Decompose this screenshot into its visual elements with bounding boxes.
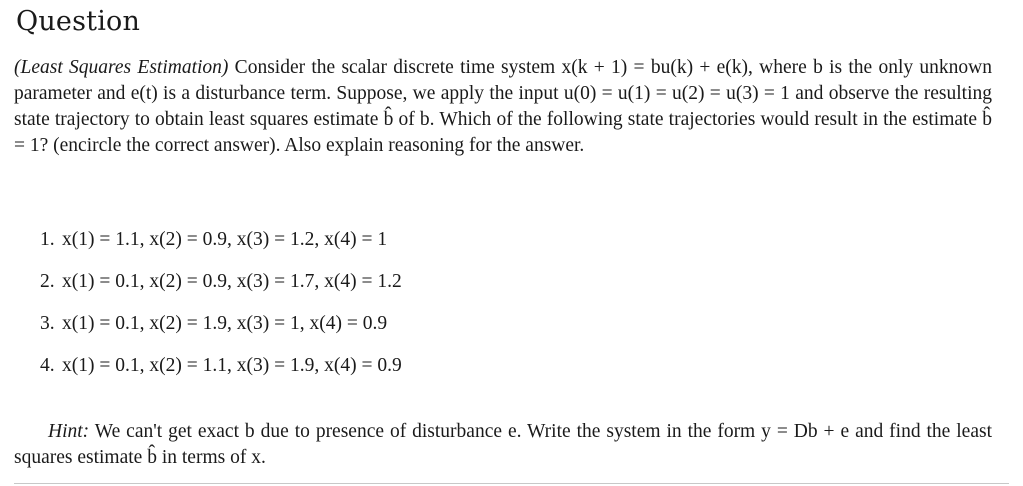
answer-option[interactable] bbox=[40, 227, 402, 269]
option-text: x(1) = 0.1, x(2) = 1.1, x(3) = 1.9, x(4) = 0.9 bbox=[62, 355, 402, 376]
option-number: 4. bbox=[40, 355, 55, 376]
hint-text: We can't get exact b due to presence of disturbance e. Write the system in the form y = Db + e and find the least squares estimate b̂ in terms of x. bbox=[14, 421, 992, 468]
option-number: 3. bbox=[40, 313, 55, 334]
question-text: Consider the scalar discrete time system x(k + 1) = bu(k) + e(k), where b is the only unknown parameter and e(t) is a disturbance term. Suppose, we apply the input u(0) = u(1) = u(2) = u(3) = 1 and observe the resulting state trajectory to obtain least squares estimate b̂ of b. Which of the following state trajectories would result in the estimate b̂ = 1? (encircle the correct answer). Also explain reasoning for the answer. bbox=[14, 57, 992, 156]
hint-label: Hint: bbox=[48, 421, 90, 442]
question-paragraph bbox=[14, 55, 992, 159]
option-number: 1. bbox=[40, 229, 55, 250]
option-text: x(1) = 0.1, x(2) = 0.9, x(3) = 1.7, x(4) = 1.2 bbox=[62, 271, 402, 292]
answer-option[interactable] bbox=[40, 269, 402, 311]
answer-option[interactable] bbox=[40, 353, 402, 395]
answer-options bbox=[40, 227, 402, 395]
option-text: x(1) = 1.1, x(2) = 0.9, x(3) = 1.2, x(4) = 1 bbox=[62, 229, 388, 250]
question-label: (Least Squares Estimation) bbox=[14, 57, 229, 78]
bottom-divider bbox=[14, 483, 1009, 484]
answer-option[interactable] bbox=[40, 311, 402, 353]
page-title: Question bbox=[16, 6, 141, 37]
hint-paragraph bbox=[14, 419, 992, 471]
option-number: 2. bbox=[40, 271, 55, 292]
option-text: x(1) = 0.1, x(2) = 1.9, x(3) = 1, x(4) = 0.9 bbox=[62, 313, 388, 334]
